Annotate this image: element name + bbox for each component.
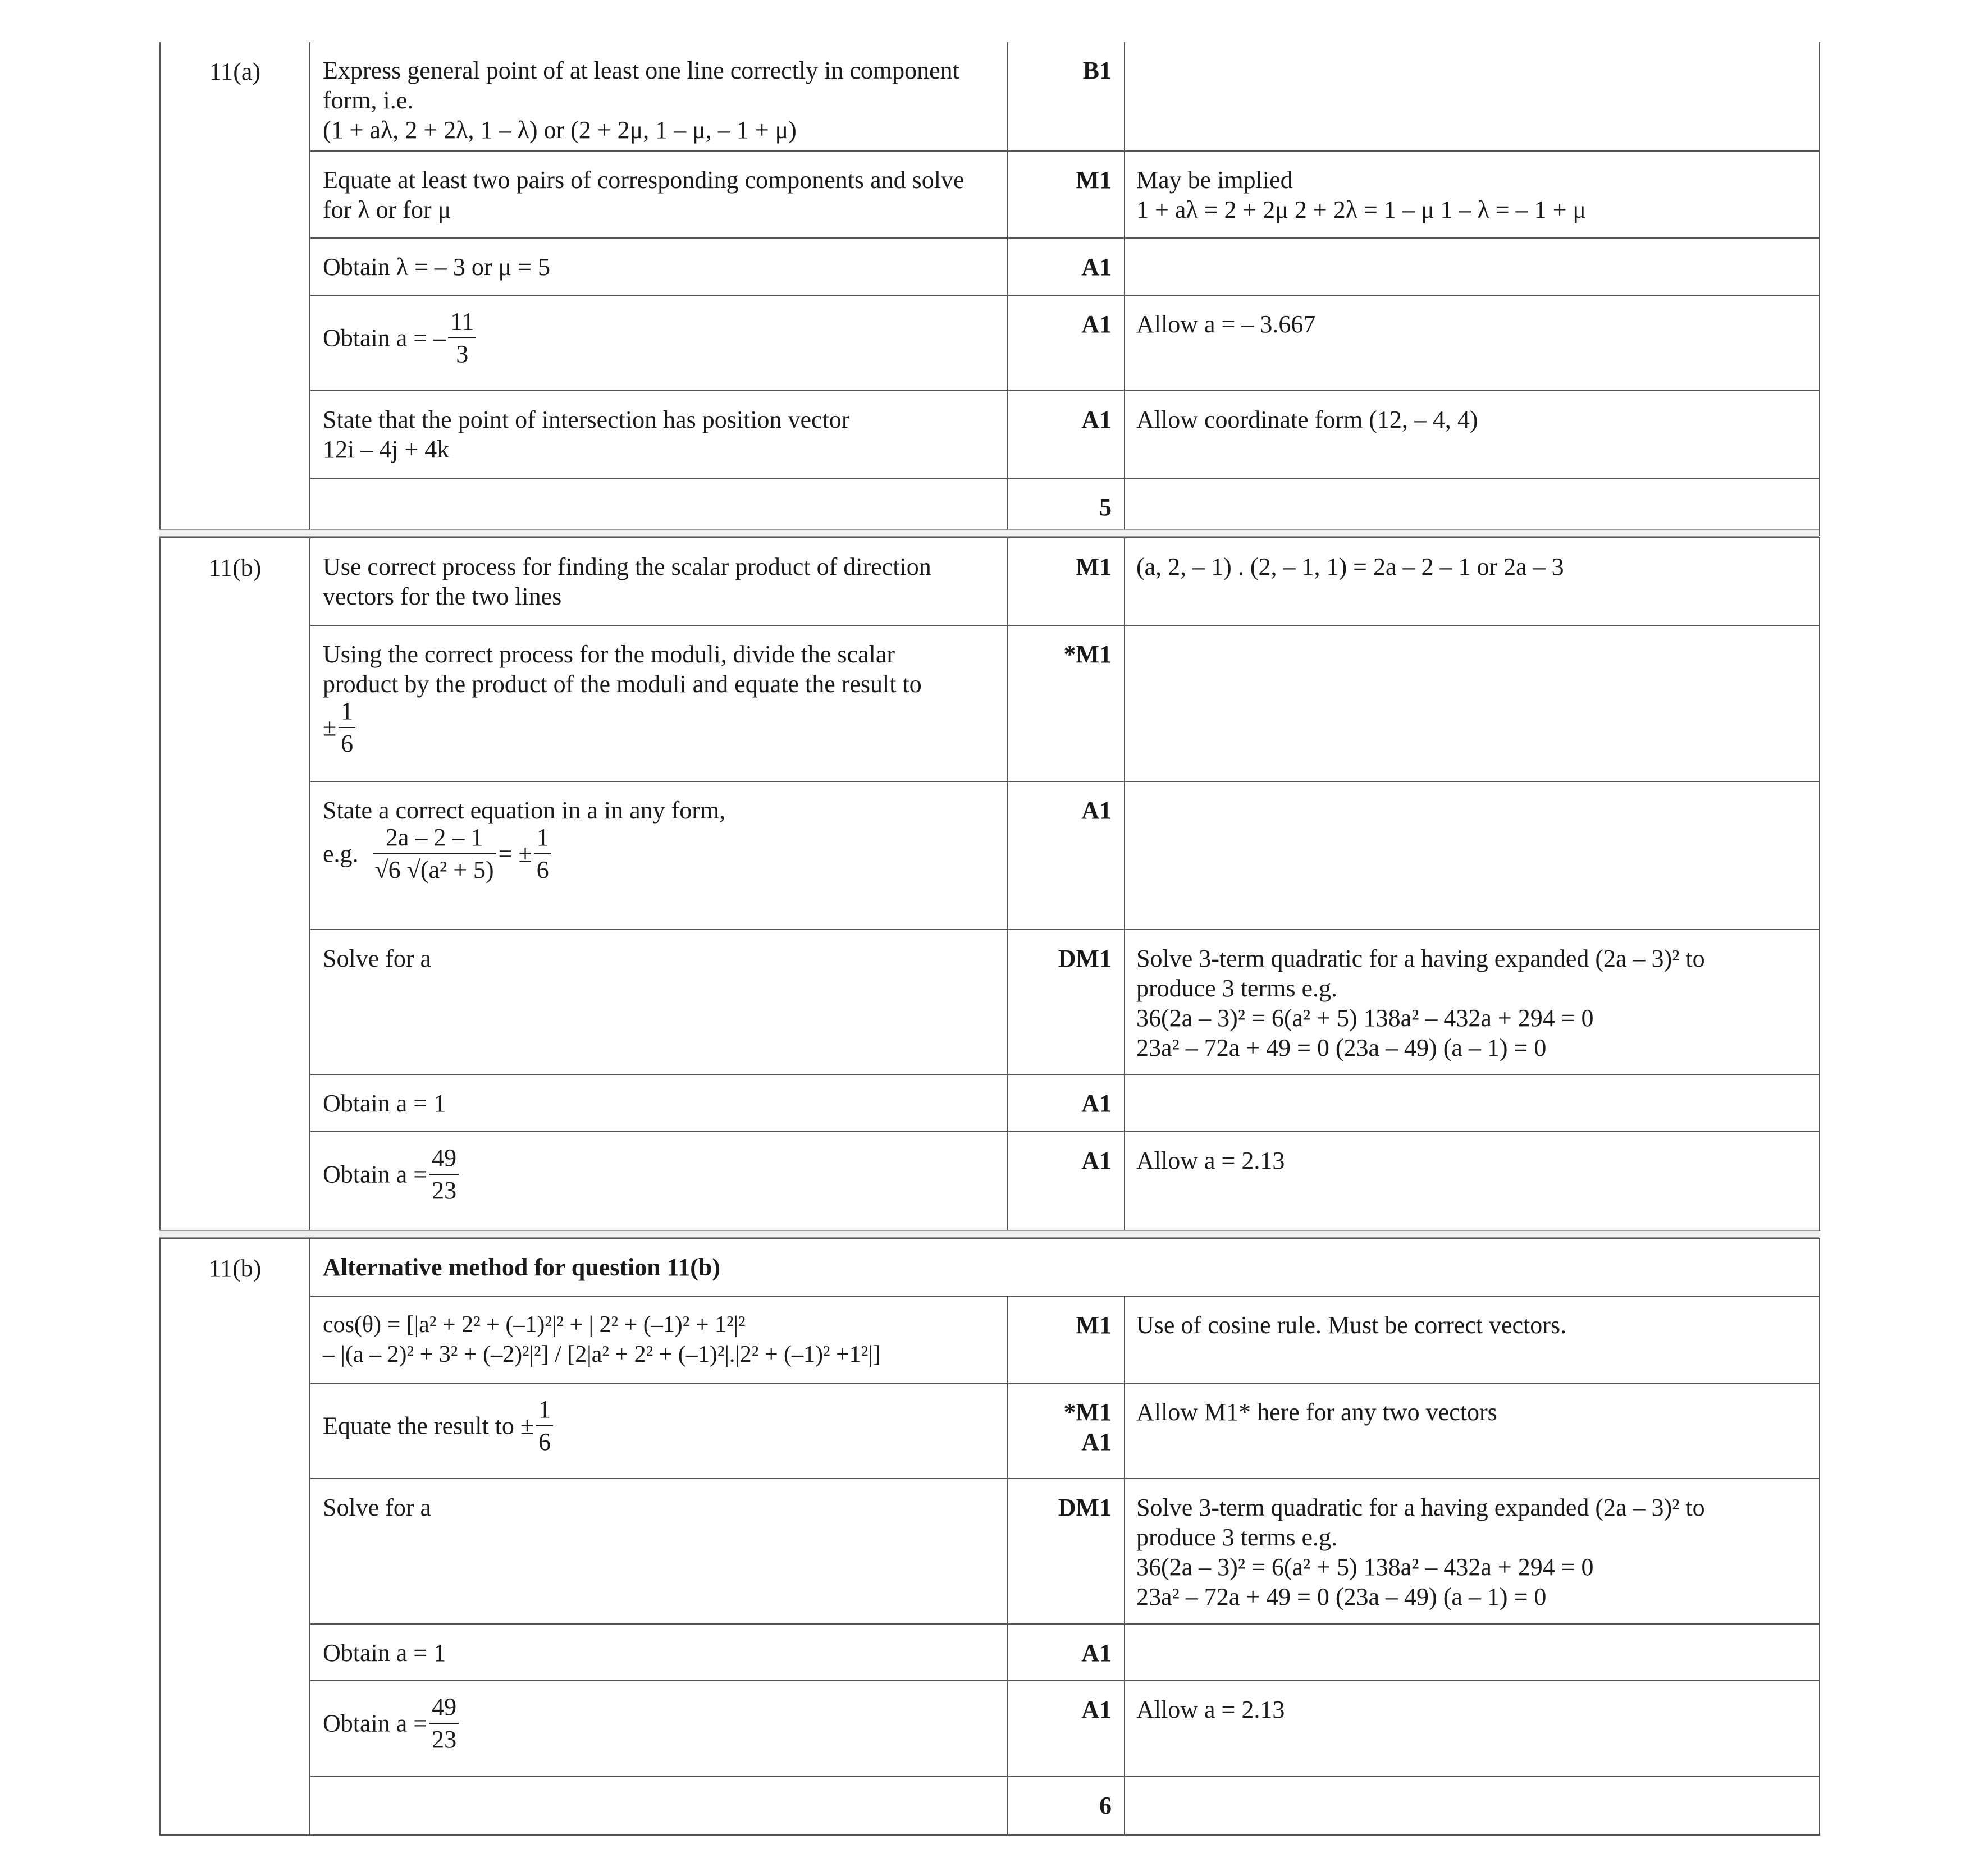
fraction-denominator: 23 (429, 1723, 459, 1752)
answer-line: Obtain λ = – 3 or μ = 5 (323, 253, 550, 281)
answer-cell (310, 478, 1008, 536)
answer-cell (310, 1074, 1008, 1132)
answer-cell (310, 391, 1008, 478)
answer-cell (310, 151, 1008, 238)
section-divider (159, 529, 1819, 537)
answer-cell (310, 1383, 1008, 1479)
answer-line: product by the product of the moduli and equate the result to (323, 670, 922, 698)
answer-line: vectors for the two lines (323, 583, 562, 610)
table-row (160, 238, 1820, 295)
mark-cell: A1 (1008, 1132, 1125, 1230)
guidance-line: produce 3 terms e.g. (1136, 974, 1337, 1002)
table-row (160, 1132, 1820, 1230)
mark-cell: DM1 (1008, 930, 1125, 1074)
guidance-cell (1125, 781, 1820, 930)
guidance-cell (1125, 625, 1820, 781)
mark-cell: B1 (1008, 42, 1125, 151)
answer-line: Use correct process for finding the scalar product of direction (323, 553, 931, 580)
alternative-method-heading: Alternative method for question 11(b) (310, 1238, 1820, 1296)
guidance-cell (1125, 1383, 1820, 1479)
answer-line: form, i.e. (323, 86, 414, 114)
answer-line: Obtain a = 1 (323, 1090, 446, 1117)
table-row (160, 478, 1820, 536)
table-row (160, 1777, 1820, 1835)
table-row (160, 151, 1820, 238)
answer-prefix: Equate the result to ± (323, 1412, 534, 1440)
answer-prefix: Obtain a = (323, 1709, 428, 1737)
mark-line: *M1 (1063, 1398, 1112, 1426)
table-row (160, 295, 1820, 391)
fraction-numerator: 11 (450, 308, 474, 335)
equation-fraction (373, 825, 496, 882)
answer-prefix: ± (323, 713, 337, 742)
guidance-line: Allow a = 2.13 (1136, 1147, 1285, 1174)
fraction-numerator: 1 (341, 697, 354, 725)
guidance-cell (1125, 478, 1820, 536)
answer-line: (1 + aλ, 2 + 2λ, 1 – λ) or (2 + 2μ, 1 – μ, – 1 + μ) (323, 116, 797, 144)
answer-prefix: Obtain a = (323, 1160, 428, 1188)
mark-cell (1008, 1383, 1125, 1479)
answer-line: State a correct equation in a in any form, (323, 797, 726, 824)
question-number: 11(b) (160, 1238, 310, 1835)
guidance-line: Solve 3-term quadratic for a having expanded (2a – 3)² to (1136, 1494, 1705, 1521)
mark-cell: A1 (1008, 1624, 1125, 1681)
guidance-line: 36(2a – 3)² = 6(a² + 5) 138a² – 432a + 294 = 0 (1136, 1553, 1594, 1581)
fraction-denominator: 6 (536, 1425, 553, 1454)
answer-cell (310, 238, 1008, 295)
answer-line: 12i – 4j + 4k (323, 436, 450, 463)
guidance-line: Allow coordinate form (12, – 4, 4) (1136, 406, 1478, 433)
equation-denominator: √6 √(a² + 5) (373, 853, 496, 882)
table-row (160, 625, 1820, 781)
answer-prefix: Obtain a = – (323, 324, 446, 352)
answer-line: Solve for a (323, 945, 432, 972)
guidance-line: May be implied (1136, 166, 1293, 194)
mark-cell: A1 (1008, 295, 1125, 391)
guidance-cell (1125, 1074, 1820, 1132)
answer-line: for λ or for μ (323, 196, 451, 223)
guidance-line: produce 3 terms e.g. (1136, 1523, 1337, 1551)
answer-line: Using the correct process for the moduli, divide the scalar (323, 640, 895, 668)
guidance-cell (1125, 1296, 1820, 1383)
answer-line: Obtain a = 1 (323, 1639, 446, 1667)
answer-cell (310, 930, 1008, 1074)
table-row (160, 1296, 1820, 1383)
mark-cell: A1 (1008, 1681, 1125, 1777)
fraction-numerator: 49 (432, 1693, 457, 1721)
eg-label: e.g. (323, 840, 359, 868)
guidance-line: Allow M1* here for any two vectors (1136, 1398, 1497, 1426)
guidance-cell (1125, 1479, 1820, 1624)
answer-cell (310, 538, 1008, 625)
fraction (448, 309, 476, 367)
guidance-cell (1125, 295, 1820, 391)
guidance-line: (a, 2, – 1) . (2, – 1, 1) = 2a – 2 – 1 or 2a – 3 (1136, 553, 1564, 580)
guidance-cell (1125, 238, 1820, 295)
mark-scheme-table-11b (159, 537, 1820, 1231)
answer-cell (310, 1777, 1008, 1835)
fraction-denominator: 6 (534, 853, 551, 882)
table-row (160, 1238, 1820, 1296)
table-row (160, 42, 1820, 151)
table-row (160, 930, 1820, 1074)
guidance-cell (1125, 1624, 1820, 1681)
fraction-denominator: 6 (339, 727, 355, 756)
fraction (534, 825, 551, 882)
table-row (160, 1074, 1820, 1132)
total-mark-cell: 5 (1008, 478, 1125, 536)
guidance-cell (1125, 1132, 1820, 1230)
mark-cell: DM1 (1008, 1479, 1125, 1624)
guidance-line: 1 + aλ = 2 + 2μ 2 + 2λ = 1 – μ 1 – λ = – 1 + μ (1136, 196, 1587, 223)
mark-scheme-block-11a (159, 42, 1819, 529)
fraction (429, 1146, 459, 1203)
answer-cell (310, 1479, 1008, 1624)
question-number: 11(a) (160, 42, 310, 536)
question-number: 11(b) (160, 538, 310, 1230)
answer-line: State that the point of intersection has position vector (323, 406, 850, 433)
answer-cell (310, 1132, 1008, 1230)
answer-cell (310, 42, 1008, 151)
fraction (429, 1695, 459, 1752)
guidance-cell (1125, 42, 1820, 151)
table-row (160, 538, 1820, 625)
answer-cell (310, 781, 1008, 930)
table-row (160, 391, 1820, 478)
guidance-line: 36(2a – 3)² = 6(a² + 5) 138a² – 432a + 294 = 0 (1136, 1004, 1594, 1032)
fraction (536, 1397, 553, 1454)
table-row (160, 1383, 1820, 1479)
answer-line: Equate at least two pairs of corresponding components and solve (323, 166, 965, 194)
table-row (160, 1681, 1820, 1777)
equation-rhs: = ± (498, 840, 532, 868)
mark-cell: A1 (1008, 781, 1125, 930)
mark-cell: *M1 (1008, 625, 1125, 781)
guidance-cell (1125, 1777, 1820, 1835)
fraction-numerator: 1 (538, 1395, 551, 1423)
total-mark-cell: 6 (1008, 1777, 1125, 1835)
section-divider (159, 1230, 1819, 1238)
fraction (339, 699, 355, 756)
mark-scheme-block-11b-alternative (159, 1238, 1819, 1834)
mark-line: A1 (1081, 1428, 1112, 1456)
guidance-line: Use of cosine rule. Must be correct vectors. (1136, 1311, 1567, 1339)
guidance-line: 23a² – 72a + 49 = 0 (23a – 49) (a – 1) = 0 (1136, 1034, 1547, 1061)
mark-scheme-table-11a (159, 42, 1820, 536)
fraction-denominator: 23 (429, 1174, 459, 1203)
guidance-line: Solve 3-term quadratic for a having expanded (2a – 3)² to (1136, 945, 1705, 972)
guidance-line: Allow a = – 3.667 (1136, 310, 1316, 338)
table-row (160, 1624, 1820, 1681)
mark-scheme-table-11b-alternative (159, 1238, 1820, 1836)
fraction-numerator: 1 (536, 823, 549, 851)
mark-cell: M1 (1008, 151, 1125, 238)
answer-line: – |(a – 2)² + 3² + (–2)²|²] / [2|a² + 2² + (–1)²|.|2² + (–1)² +1²|] (323, 1342, 881, 1367)
answer-line: Express general point of at least one line correctly in component (323, 57, 959, 84)
table-row (160, 1479, 1820, 1624)
answer-cell (310, 625, 1008, 781)
answer-cell (310, 1624, 1008, 1681)
guidance-cell (1125, 930, 1820, 1074)
mark-cell: A1 (1008, 1074, 1125, 1132)
answer-line: Solve for a (323, 1494, 432, 1521)
mark-cell: M1 (1008, 1296, 1125, 1383)
answer-cell (310, 1681, 1008, 1777)
equation-numerator: 2a – 2 – 1 (385, 823, 483, 851)
fraction-denominator: 3 (448, 337, 476, 367)
answer-line: cos(θ) = [|a² + 2² + (–1)²|² + | 2² + (–1)² + 1²|² (323, 1312, 746, 1338)
mark-scheme-block-11b (159, 537, 1819, 1230)
guidance-cell (1125, 391, 1820, 478)
answer-cell (310, 1296, 1008, 1383)
mark-cell: A1 (1008, 391, 1125, 478)
fraction-numerator: 49 (432, 1144, 457, 1172)
guidance-cell (1125, 538, 1820, 625)
guidance-line: 23a² – 72a + 49 = 0 (23a – 49) (a – 1) = 0 (1136, 1583, 1547, 1610)
guidance-cell (1125, 151, 1820, 238)
guidance-cell (1125, 1681, 1820, 1777)
table-row (160, 781, 1820, 930)
answer-cell (310, 295, 1008, 391)
mark-cell: A1 (1008, 238, 1125, 295)
guidance-line: Allow a = 2.13 (1136, 1696, 1285, 1723)
mark-cell: M1 (1008, 538, 1125, 625)
